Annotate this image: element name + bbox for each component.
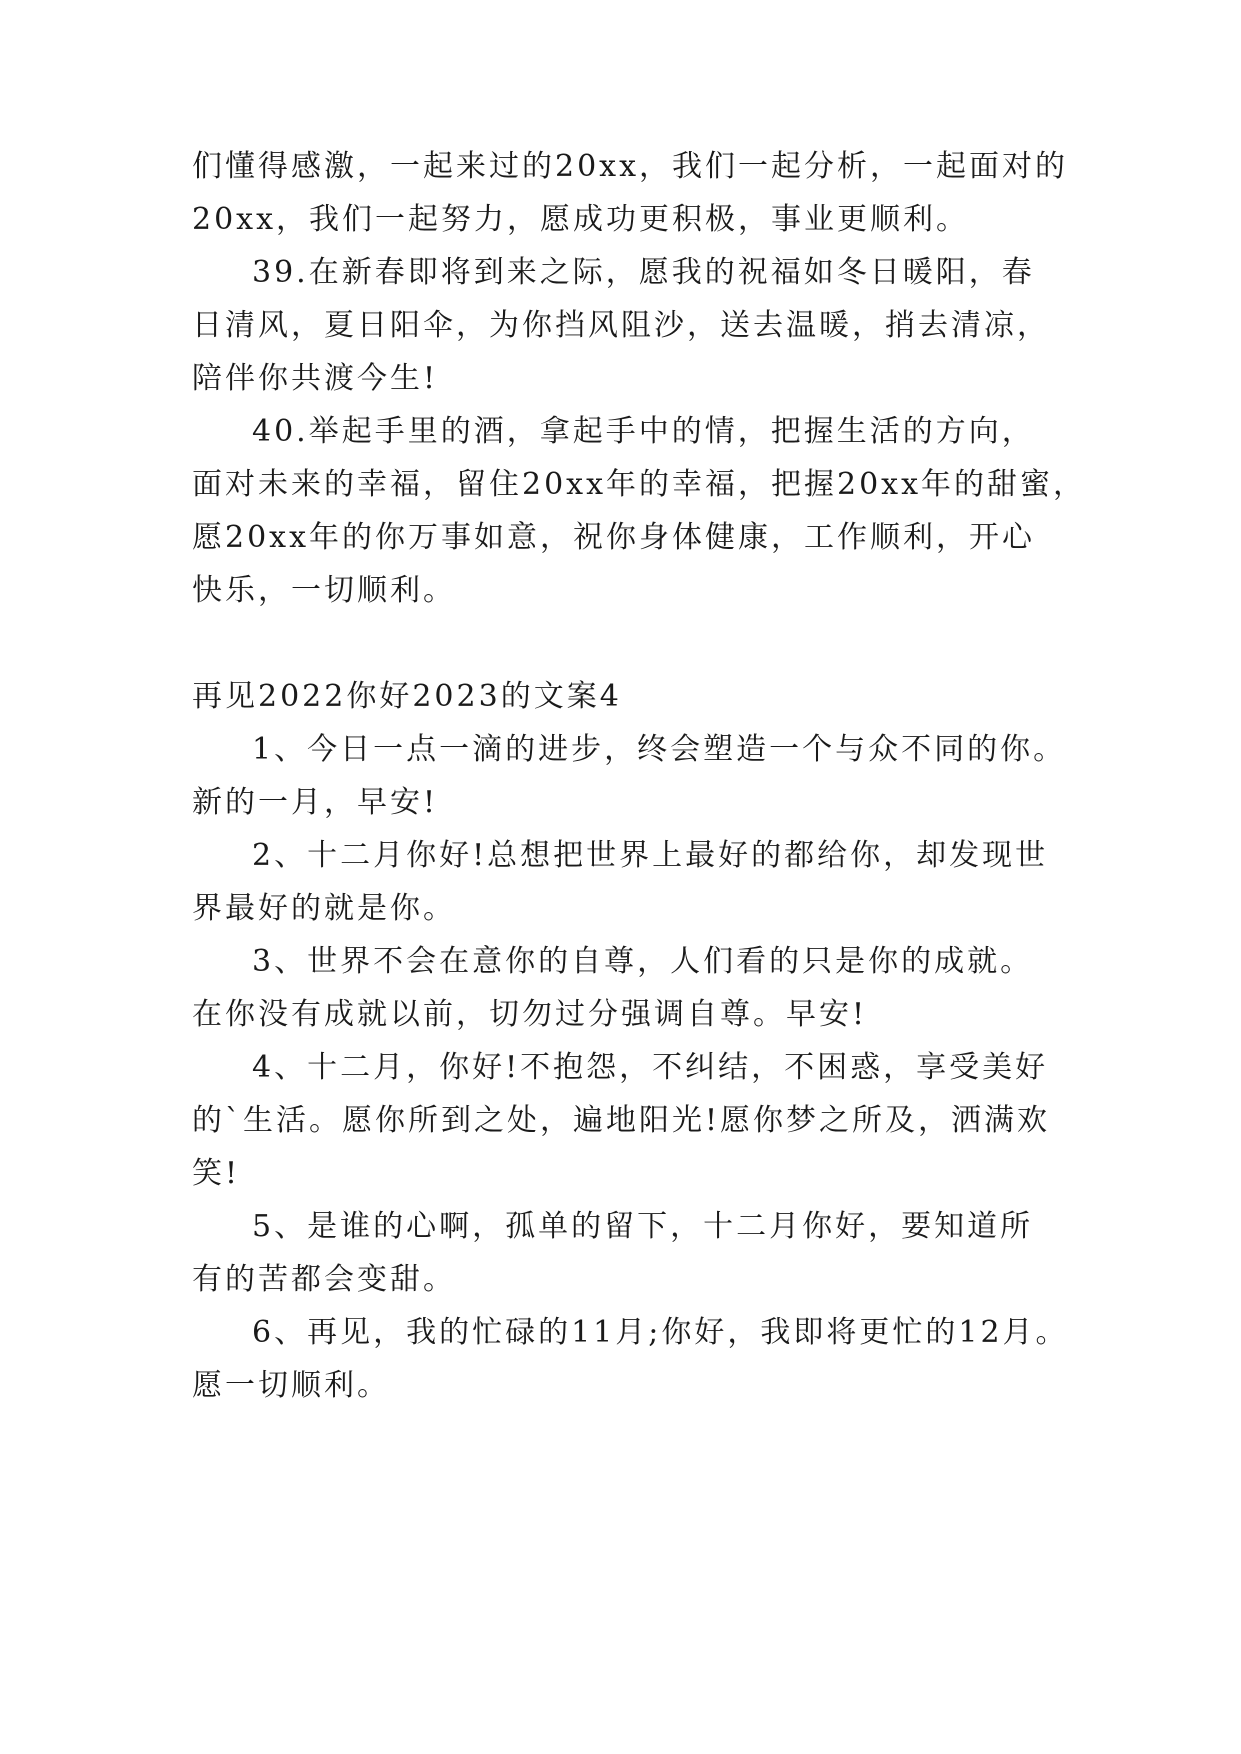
text-line: 愿一切顺利。 — [192, 1368, 390, 1403]
text-line: 在你没有成就以前，切勿过分强调自尊。早安! — [192, 997, 868, 1032]
text-line: 日清风，夏日阳伞，为你挡风阻沙，送去温暖，捎去清凉， — [192, 308, 1050, 343]
text-line: 快乐，一切顺利。 — [192, 573, 456, 608]
text-line: 界最好的就是你。 — [192, 891, 456, 926]
item-6-start: 6、再见，我的忙碌的11月;你好，我即将更忙的12月。 — [252, 1315, 1069, 1350]
text-line: 新的一月，早安! — [192, 785, 439, 820]
item-3-start: 3、世界不会在意你的自尊，人们看的只是你的成就。 — [252, 944, 1034, 979]
text-line: 有的苦都会变甜。 — [192, 1262, 456, 1297]
text-line: 面对未来的幸福，留住20xx年的幸福，把握20xx年的甜蜜， — [192, 467, 1087, 502]
text-line: 们懂得感激，一起来过的20xx，我们一起分析，一起面对的 — [192, 149, 1069, 184]
section-heading: 再见2022你好2023的文案4 — [192, 679, 622, 714]
text-line: 愿20xx年的你万事如意，祝你身体健康，工作顺利，开心 — [192, 520, 1036, 555]
item-5-start: 5、是谁的心啊，孤单的留下，十二月你好，要知道所 — [252, 1209, 1034, 1244]
text-line: 的`生活。愿你所到之处，遍地阳光!愿你梦之所及，洒满欢 — [192, 1103, 1051, 1138]
paragraph-39-start: 39.在新春即将到来之际，愿我的祝福如冬日暖阳，春 — [252, 255, 1035, 290]
text-line: 陪伴你共渡今生! — [192, 361, 439, 396]
paragraph-40-start: 40.举起手里的酒，拿起手中的情，把握生活的方向， — [252, 414, 1035, 449]
item-1-start: 1、今日一点一滴的进步，终会塑造一个与众不同的你。 — [252, 732, 1067, 767]
item-4-start: 4、十二月，你好!不抱怨，不纠结，不困惑，享受美好 — [252, 1050, 1049, 1085]
text-line: 笑! — [192, 1156, 241, 1191]
text-line: 20xx，我们一起努力，愿成功更积极，事业更顺利。 — [192, 202, 970, 237]
item-2-start: 2、十二月你好!总想把世界上最好的都给你，却发现世 — [252, 838, 1049, 873]
